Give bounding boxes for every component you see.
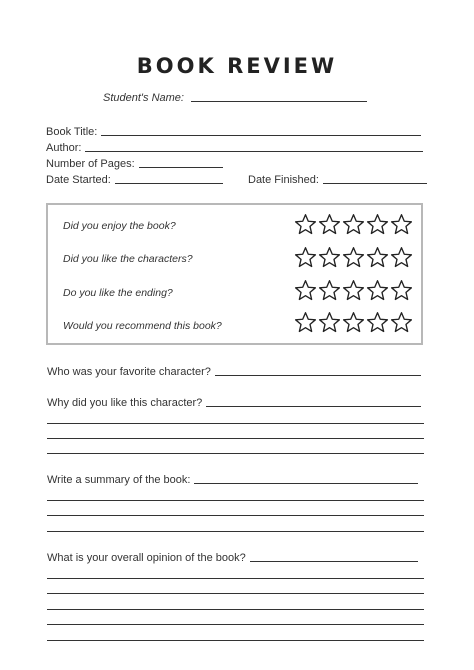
star-icon[interactable] [294,279,317,302]
date-started-label: Date Started: [46,174,111,186]
star-icon[interactable] [318,213,341,236]
pages-label: Number of Pages: [46,158,135,170]
answer-line[interactable] [47,609,424,610]
favorite-character-field[interactable] [215,374,421,376]
answer-line[interactable] [47,453,424,454]
star-icon[interactable] [366,279,389,302]
opinion-field[interactable] [250,560,418,562]
why-character-label: Why did you like this character? [47,397,203,409]
date-started-row [46,174,223,186]
star-rating[interactable] [294,279,413,302]
summary-field[interactable] [194,482,418,484]
star-rating[interactable] [294,246,413,269]
rating-question: Did you enjoy the book? [63,220,176,232]
favorite-character-row [47,366,421,378]
author-row [46,142,423,154]
star-icon[interactable] [342,213,365,236]
book-title-label: Book Title: [46,126,98,138]
rating-question: Would you recommend this book? [63,320,222,332]
star-icon[interactable] [366,311,389,334]
student-name-field[interactable] [191,100,367,102]
date-started-field[interactable] [115,182,223,184]
author-field[interactable] [85,150,423,152]
author-label: Author: [46,142,82,154]
pages-row [46,158,223,170]
page-title: BOOK REVIEW [136,54,338,78]
star-icon[interactable] [390,279,413,302]
answer-line[interactable] [47,578,424,579]
star-icon[interactable] [390,246,413,269]
star-icon[interactable] [366,213,389,236]
favorite-character-label: Who was your favorite character? [47,366,211,378]
answer-line[interactable] [47,500,424,501]
star-icon[interactable] [342,311,365,334]
star-icon[interactable] [294,213,317,236]
date-finished-field[interactable] [323,182,427,184]
book-title-field[interactable] [101,134,421,136]
why-character-field[interactable] [206,405,421,407]
star-icon[interactable] [294,311,317,334]
star-icon[interactable] [342,279,365,302]
star-icon[interactable] [342,246,365,269]
student-name-label: Student's Name: [103,92,184,104]
answer-line[interactable] [47,423,424,424]
rating-question: Do you like the ending? [63,287,173,299]
answer-line[interactable] [47,438,424,439]
star-icon[interactable] [294,246,317,269]
star-icon[interactable] [318,311,341,334]
book-title-row [46,126,421,138]
answer-line[interactable] [47,515,424,516]
date-finished-row [248,174,427,186]
star-icon[interactable] [318,246,341,269]
rating-question: Did you like the characters? [63,253,193,265]
star-icon[interactable] [390,311,413,334]
star-rating[interactable] [294,213,413,236]
answer-line[interactable] [47,640,424,641]
answer-line[interactable] [47,531,424,532]
student-name-row [103,92,367,104]
star-icon[interactable] [390,213,413,236]
star-icon[interactable] [318,279,341,302]
date-finished-label: Date Finished: [248,174,319,186]
opinion-label: What is your overall opinion of the book? [47,552,246,564]
answer-line[interactable] [47,624,424,625]
star-rating[interactable] [294,311,413,334]
why-character-row [47,397,421,409]
answer-line[interactable] [47,593,424,594]
ratings-box [46,203,423,345]
pages-field[interactable] [139,166,223,168]
summary-row [47,474,418,486]
opinion-row [47,552,418,564]
summary-label: Write a summary of the book: [47,474,191,486]
star-icon[interactable] [366,246,389,269]
